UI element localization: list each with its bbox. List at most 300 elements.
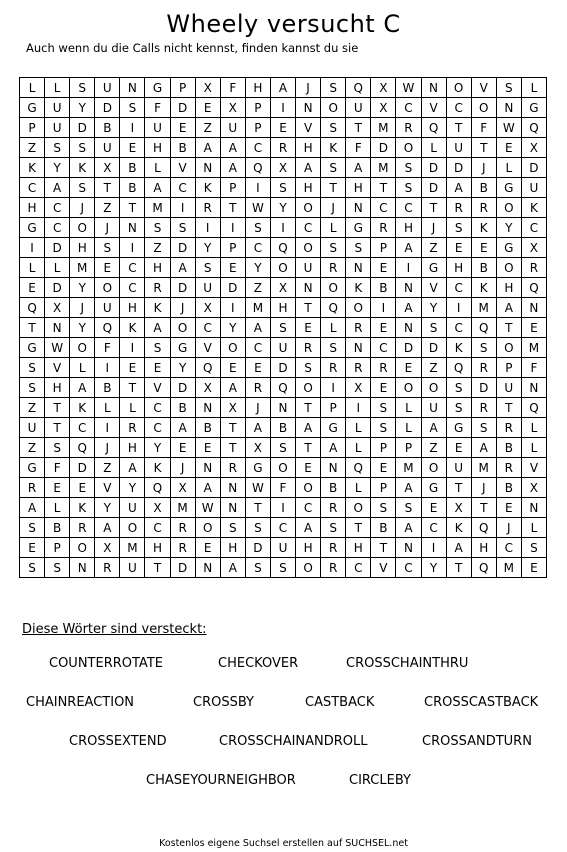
grid-cell: P — [171, 78, 196, 98]
grid-cell: R — [472, 398, 497, 418]
grid-cell: S — [271, 438, 296, 458]
grid-cell: J — [70, 298, 95, 318]
grid-cell: C — [20, 178, 45, 198]
grid-cell: L — [522, 438, 547, 458]
grid-cell: R — [321, 538, 346, 558]
grid-cell: M — [171, 498, 196, 518]
grid-cell: R — [396, 118, 421, 138]
grid-cell: F — [346, 138, 371, 158]
grid-cell: C — [145, 418, 170, 438]
grid-cell: K — [472, 218, 497, 238]
grid-cell: E — [20, 278, 45, 298]
grid-cell: D — [171, 558, 196, 578]
grid-cell: H — [221, 538, 246, 558]
grid-cell: U — [296, 258, 321, 278]
grid-cell: U — [120, 558, 145, 578]
grid-cell: L — [45, 258, 70, 278]
grid-cell: X — [221, 98, 246, 118]
grid-cell: S — [45, 558, 70, 578]
grid-cell: J — [472, 158, 497, 178]
grid-cell: A — [196, 478, 221, 498]
grid-cell: U — [45, 118, 70, 138]
grid-cell: T — [371, 178, 396, 198]
grid-cell: E — [171, 118, 196, 138]
grid-cell: A — [70, 378, 95, 398]
grid-cell: S — [20, 518, 45, 538]
grid-cell: D — [171, 278, 196, 298]
grid-cell: T — [145, 558, 170, 578]
grid-cell: O — [321, 98, 346, 118]
grid-cell: T — [221, 198, 246, 218]
grid-cell: Z — [20, 438, 45, 458]
grid-cell: T — [321, 178, 346, 198]
grid-cell: V — [196, 338, 221, 358]
grid-cell: L — [70, 358, 95, 378]
grid-cell: T — [221, 418, 246, 438]
grid-cell: T — [472, 138, 497, 158]
grid-cell: C — [422, 518, 447, 538]
word-item: CHECKOVER — [218, 656, 299, 671]
grid-cell: Q — [246, 158, 271, 178]
grid-cell: S — [396, 498, 421, 518]
grid-cell: H — [145, 258, 170, 278]
grid-cell: L — [396, 398, 421, 418]
grid-cell: D — [422, 178, 447, 198]
grid-cell: E — [422, 498, 447, 518]
letter-grid — [19, 77, 547, 578]
grid-cell: L — [522, 78, 547, 98]
grid-cell: T — [447, 478, 472, 498]
grid-cell: C — [371, 198, 396, 218]
grid-cell: M — [522, 338, 547, 358]
grid-cell: X — [522, 238, 547, 258]
grid-cell: S — [70, 78, 95, 98]
grid-cell: S — [145, 218, 170, 238]
footer-text: Kostenlos eigene Suchsel erstellen auf SUCHSEL.net — [159, 838, 408, 849]
grid-cell: N — [120, 218, 145, 238]
grid-cell: R — [321, 358, 346, 378]
grid-cell: N — [296, 278, 321, 298]
grid-cell: O — [396, 138, 421, 158]
grid-cell: I — [396, 258, 421, 278]
grid-cell: H — [145, 538, 170, 558]
grid-cell: D — [472, 378, 497, 398]
grid-cell: X — [271, 278, 296, 298]
grid-cell: C — [145, 518, 170, 538]
grid-cell: J — [497, 518, 522, 538]
grid-cell: C — [246, 138, 271, 158]
grid-cell: R — [472, 198, 497, 218]
grid-cell: M — [396, 458, 421, 478]
grid-cell: Z — [95, 198, 120, 218]
grid-cell: R — [371, 358, 396, 378]
grid-cell: R — [346, 358, 371, 378]
grid-cell: G — [20, 218, 45, 238]
grid-cell: M — [472, 298, 497, 318]
grid-cell: Y — [45, 158, 70, 178]
grid-cell: D — [70, 458, 95, 478]
grid-cell: A — [396, 298, 421, 318]
grid-cell: B — [321, 478, 346, 498]
grid-cell: N — [422, 78, 447, 98]
grid-cell: V — [422, 278, 447, 298]
grid-cell: D — [171, 98, 196, 118]
grid-cell: T — [497, 318, 522, 338]
grid-cell: N — [221, 498, 246, 518]
grid-cell: H — [246, 78, 271, 98]
grid-cell: A — [396, 518, 421, 538]
grid-cell: L — [20, 78, 45, 98]
grid-cell: O — [346, 298, 371, 318]
grid-cell: Y — [120, 478, 145, 498]
word-item: COUNTERROTATE — [49, 656, 163, 671]
grid-cell: X — [221, 398, 246, 418]
grid-cell: E — [371, 318, 396, 338]
grid-cell: I — [221, 298, 246, 318]
grid-cell: H — [447, 258, 472, 278]
grid-cell: N — [396, 318, 421, 338]
grid-cell: E — [196, 438, 221, 458]
grid-cell: R — [221, 458, 246, 478]
grid-cell: K — [120, 318, 145, 338]
page-title: Wheely versucht C — [166, 10, 401, 38]
grid-cell: M — [371, 158, 396, 178]
grid-cell: Q — [447, 358, 472, 378]
grid-cell: G — [20, 338, 45, 358]
grid-cell: C — [396, 198, 421, 218]
grid-cell: Z — [422, 238, 447, 258]
grid-cell: S — [246, 518, 271, 538]
grid-cell: R — [271, 138, 296, 158]
grid-cell: W — [246, 478, 271, 498]
grid-cell: S — [221, 518, 246, 538]
grid-cell: T — [422, 198, 447, 218]
grid-cell: E — [396, 358, 421, 378]
grid-cell: T — [346, 118, 371, 138]
grid-cell: Y — [145, 438, 170, 458]
grid-cell: U — [522, 178, 547, 198]
grid-cell: O — [70, 218, 95, 238]
grid-cell: I — [120, 118, 145, 138]
grid-cell: U — [95, 78, 120, 98]
grid-cell: N — [396, 278, 421, 298]
grid-cell: S — [95, 238, 120, 258]
grid-cell: R — [196, 198, 221, 218]
grid-cell: P — [371, 438, 396, 458]
grid-cell: T — [45, 418, 70, 438]
grid-cell: P — [371, 238, 396, 258]
grid-cell: D — [221, 278, 246, 298]
grid-cell: M — [497, 558, 522, 578]
grid-cell: B — [45, 518, 70, 538]
grid-cell: C — [447, 278, 472, 298]
grid-cell: S — [472, 338, 497, 358]
grid-cell: A — [396, 478, 421, 498]
grid-cell: N — [45, 318, 70, 338]
grid-cell: I — [120, 238, 145, 258]
grid-cell: N — [196, 158, 221, 178]
grid-cell: M — [145, 198, 170, 218]
grid-cell: U — [271, 338, 296, 358]
grid-cell: A — [447, 178, 472, 198]
grid-cell: T — [120, 198, 145, 218]
grid-cell: Y — [422, 558, 447, 578]
grid-cell: Q — [522, 398, 547, 418]
grid-cell: J — [246, 398, 271, 418]
grid-cell: Q — [472, 518, 497, 538]
grid-cell: S — [321, 238, 346, 258]
grid-cell: T — [296, 438, 321, 458]
grid-cell: H — [271, 298, 296, 318]
grid-cell: U — [447, 138, 472, 158]
grid-cell: N — [522, 298, 547, 318]
grid-cell: E — [20, 538, 45, 558]
grid-cell: E — [296, 318, 321, 338]
grid-cell: I — [321, 378, 346, 398]
grid-cell: S — [246, 558, 271, 578]
grid-cell: S — [321, 78, 346, 98]
grid-cell: S — [271, 318, 296, 338]
grid-cell: G — [145, 78, 170, 98]
grid-cell: X — [45, 298, 70, 318]
grid-cell: A — [221, 558, 246, 578]
grid-cell: A — [45, 178, 70, 198]
grid-cell: L — [95, 398, 120, 418]
grid-cell: H — [20, 198, 45, 218]
grid-cell: I — [221, 218, 246, 238]
grid-cell: D — [45, 238, 70, 258]
grid-cell: O — [422, 378, 447, 398]
grid-cell: Q — [196, 358, 221, 378]
grid-cell: H — [70, 238, 95, 258]
grid-cell: I — [447, 298, 472, 318]
grid-cell: Z — [422, 358, 447, 378]
grid-cell: X — [346, 378, 371, 398]
grid-cell: E — [145, 358, 170, 378]
grid-cell: E — [522, 318, 547, 338]
grid-cell: E — [196, 538, 221, 558]
grid-cell: E — [246, 358, 271, 378]
grid-cell: I — [171, 198, 196, 218]
grid-cell: D — [171, 238, 196, 258]
grid-cell: A — [447, 538, 472, 558]
grid-cell: Y — [171, 358, 196, 378]
grid-cell: A — [422, 418, 447, 438]
grid-cell: G — [321, 418, 346, 438]
grid-cell: Q — [271, 238, 296, 258]
grid-cell: C — [271, 518, 296, 538]
grid-cell: A — [20, 498, 45, 518]
grid-cell: A — [196, 138, 221, 158]
grid-cell: R — [321, 498, 346, 518]
grid-cell: A — [271, 78, 296, 98]
grid-cell: S — [472, 418, 497, 438]
grid-cell: I — [120, 338, 145, 358]
grid-cell: E — [70, 478, 95, 498]
grid-cell: C — [447, 318, 472, 338]
grid-cell: A — [145, 318, 170, 338]
grid-cell: R — [145, 278, 170, 298]
grid-cell: G — [522, 98, 547, 118]
grid-cell: Q — [472, 558, 497, 578]
grid-cell: L — [45, 78, 70, 98]
word-item: CIRCLEBY — [349, 773, 411, 788]
grid-cell: S — [246, 218, 271, 238]
grid-cell: E — [196, 98, 221, 118]
grid-cell: K — [522, 198, 547, 218]
grid-cell: Y — [70, 318, 95, 338]
grid-cell: M — [371, 118, 396, 138]
grid-cell: T — [371, 538, 396, 558]
grid-cell: P — [221, 178, 246, 198]
grid-cell: U — [346, 98, 371, 118]
grid-cell: S — [447, 398, 472, 418]
grid-cell: T — [45, 398, 70, 418]
grid-cell: P — [221, 238, 246, 258]
grid-cell: Q — [321, 298, 346, 318]
grid-cell: L — [346, 438, 371, 458]
grid-cell: U — [271, 538, 296, 558]
grid-cell: D — [447, 158, 472, 178]
grid-cell: T — [20, 318, 45, 338]
grid-cell: O — [196, 518, 221, 538]
grid-cell: P — [246, 98, 271, 118]
grid-cell: S — [522, 538, 547, 558]
grid-cell: A — [296, 418, 321, 438]
grid-cell: A — [497, 298, 522, 318]
grid-cell: O — [221, 338, 246, 358]
grid-cell: O — [95, 278, 120, 298]
grid-cell: Y — [70, 98, 95, 118]
grid-cell: U — [422, 398, 447, 418]
grid-cell: R — [497, 418, 522, 438]
grid-cell: N — [221, 478, 246, 498]
grid-cell: Z — [20, 398, 45, 418]
grid-cell: P — [45, 538, 70, 558]
grid-cell: F — [95, 338, 120, 358]
grid-cell: U — [497, 378, 522, 398]
grid-cell: U — [20, 418, 45, 438]
grid-cell: Q — [145, 478, 170, 498]
grid-cell: Y — [196, 238, 221, 258]
grid-cell: O — [447, 78, 472, 98]
grid-cell: F — [271, 478, 296, 498]
grid-cell: S — [120, 98, 145, 118]
grid-cell: I — [20, 238, 45, 258]
grid-cell: O — [171, 318, 196, 338]
grid-cell: N — [396, 538, 421, 558]
grid-cell: E — [371, 258, 396, 278]
word-item: CROSSANDTURN — [422, 734, 532, 749]
grid-cell: S — [171, 218, 196, 238]
grid-cell: C — [447, 98, 472, 118]
word-item: CROSSCHAINTHRU — [346, 656, 469, 671]
grid-cell: B — [472, 258, 497, 278]
grid-cell: A — [145, 178, 170, 198]
grid-cell: Y — [271, 198, 296, 218]
grid-cell: Q — [20, 298, 45, 318]
grid-cell: O — [296, 198, 321, 218]
grid-cell: C — [522, 218, 547, 238]
grid-cell: J — [171, 458, 196, 478]
grid-cell: O — [346, 498, 371, 518]
grid-cell: C — [45, 218, 70, 238]
grid-cell: C — [196, 318, 221, 338]
grid-cell: F — [145, 98, 170, 118]
grid-cell: N — [346, 198, 371, 218]
grid-cell: J — [95, 218, 120, 238]
grid-cell: O — [422, 458, 447, 478]
grid-cell: L — [396, 418, 421, 438]
grid-cell: V — [472, 78, 497, 98]
grid-cell: C — [346, 558, 371, 578]
grid-cell: R — [497, 458, 522, 478]
grid-cell: O — [296, 378, 321, 398]
grid-cell: E — [472, 238, 497, 258]
grid-cell: K — [145, 458, 170, 478]
grid-cell: E — [447, 238, 472, 258]
grid-cell: S — [45, 138, 70, 158]
grid-cell: A — [321, 438, 346, 458]
grid-cell: J — [422, 218, 447, 238]
grid-cell: U — [120, 498, 145, 518]
grid-cell: L — [522, 518, 547, 538]
grid-cell: Y — [422, 298, 447, 318]
grid-cell: P — [321, 398, 346, 418]
grid-cell: R — [522, 258, 547, 278]
grid-cell: X — [171, 478, 196, 498]
grid-cell: M — [70, 258, 95, 278]
grid-cell: O — [497, 198, 522, 218]
grid-cell: K — [447, 518, 472, 538]
grid-cell: O — [321, 278, 346, 298]
grid-cell: U — [196, 278, 221, 298]
grid-cell: B — [371, 278, 396, 298]
grid-cell: X — [95, 158, 120, 178]
grid-cell: Q — [271, 378, 296, 398]
grid-cell: S — [321, 158, 346, 178]
grid-cell: K — [70, 398, 95, 418]
grid-cell: W — [396, 78, 421, 98]
grid-cell: C — [45, 198, 70, 218]
grid-cell: I — [271, 98, 296, 118]
grid-cell: P — [20, 118, 45, 138]
grid-cell: C — [120, 258, 145, 278]
grid-cell: D — [271, 358, 296, 378]
grid-cell: W — [246, 198, 271, 218]
grid-cell: B — [271, 418, 296, 438]
grid-cell: C — [70, 418, 95, 438]
grid-cell: D — [396, 338, 421, 358]
grid-cell: Z — [196, 118, 221, 138]
grid-cell: K — [346, 278, 371, 298]
grid-cell: N — [321, 458, 346, 478]
grid-cell: S — [296, 358, 321, 378]
grid-cell: W — [196, 498, 221, 518]
grid-cell: R — [321, 558, 346, 578]
grid-cell: C — [246, 238, 271, 258]
grid-cell: Z — [422, 438, 447, 458]
grid-cell: D — [422, 158, 447, 178]
grid-cell: B — [171, 398, 196, 418]
grid-cell: N — [497, 98, 522, 118]
grid-cell: Q — [472, 318, 497, 338]
grid-cell: A — [296, 518, 321, 538]
grid-cell: A — [221, 138, 246, 158]
grid-cell: V — [171, 158, 196, 178]
grid-cell: C — [171, 178, 196, 198]
grid-cell: E — [221, 258, 246, 278]
